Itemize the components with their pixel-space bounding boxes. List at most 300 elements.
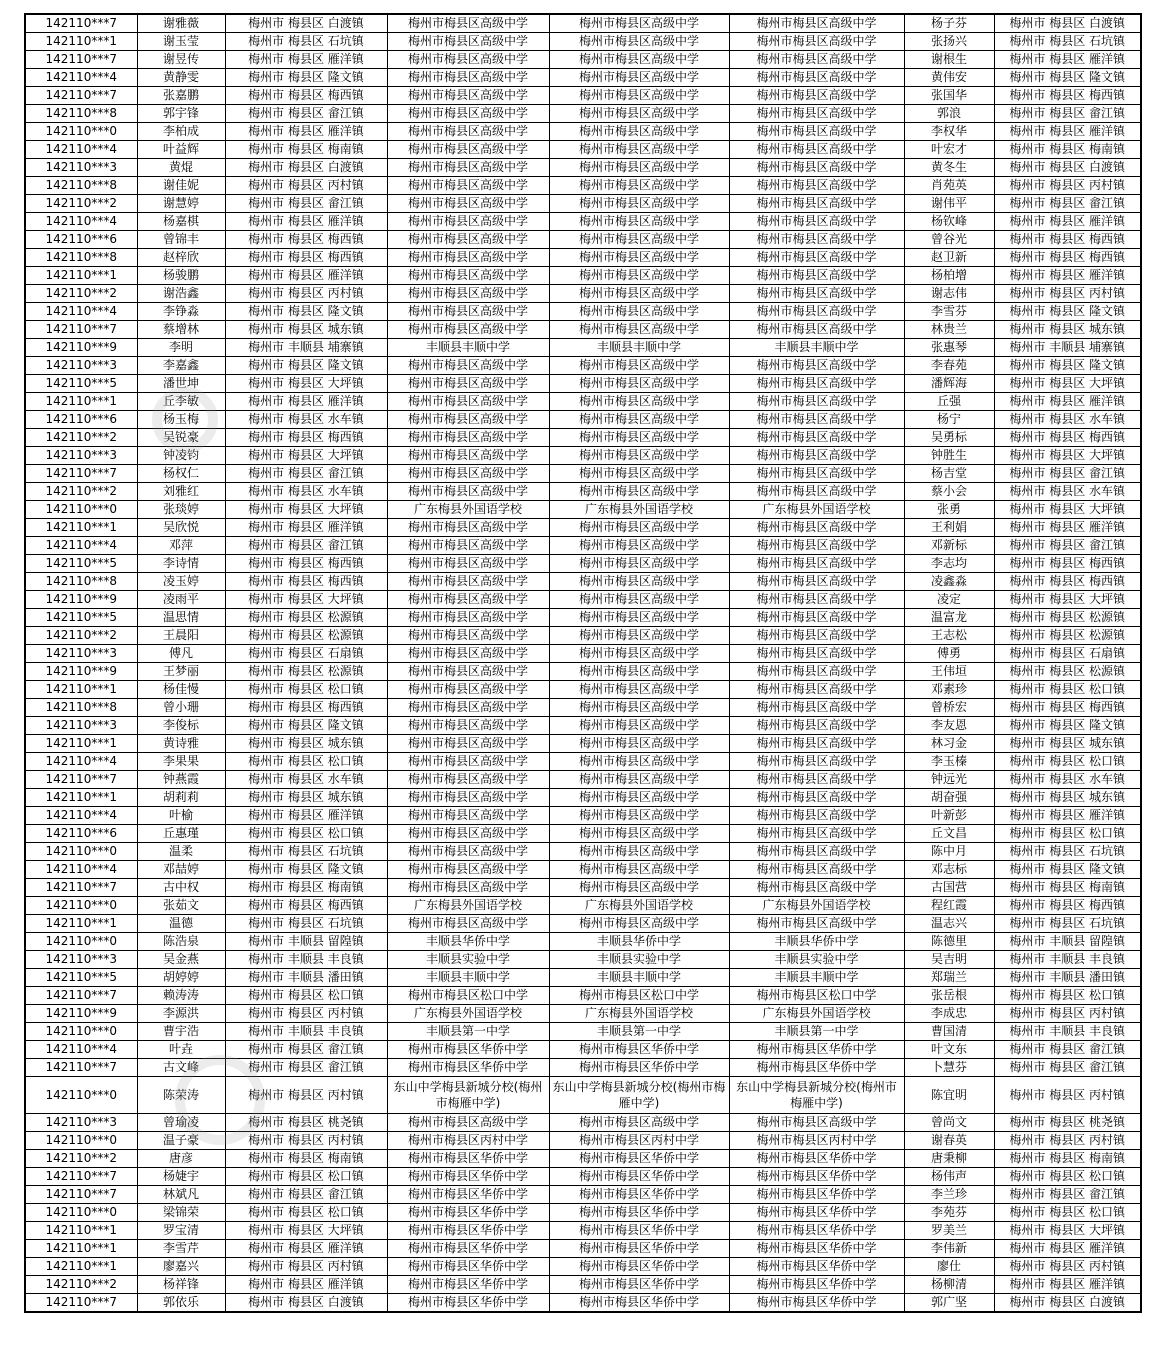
school-cell: 梅州市梅县区华侨中学 <box>387 1294 549 1313</box>
id-cell: 142110***3 <box>25 357 137 375</box>
table-row <box>25 1114 1141 1132</box>
school-cell-2: 梅州市梅县区华侨中学 <box>549 1186 729 1204</box>
school-cell-3: 梅州市梅县区高级中学 <box>729 735 904 753</box>
residence-cell: 梅州市 梅县区 松源镇 <box>225 627 387 645</box>
guardian-residence-cell: 梅州市 梅县区 雁洋镇 <box>994 123 1141 141</box>
table-row <box>25 339 1141 357</box>
guardian-name-cell: 张扬兴 <box>904 33 994 51</box>
school-cell-2: 梅州市梅县区高级中学 <box>549 717 729 735</box>
guardian-name-cell: 钟胜生 <box>904 447 994 465</box>
id-cell: 142110***0 <box>25 123 137 141</box>
guardian-residence-cell: 梅州市 梅县区 丙村镇 <box>994 177 1141 195</box>
student-name-cell: 谢佳妮 <box>137 177 225 195</box>
id-cell: 142110***2 <box>25 195 137 213</box>
school-cell-2: 梅州市梅县区高级中学 <box>549 861 729 879</box>
guardian-name-cell: 陈中月 <box>904 843 994 861</box>
id-cell: 142110***2 <box>25 285 137 303</box>
table-row <box>25 753 1141 771</box>
guardian-residence-cell: 梅州市 梅县区 松源镇 <box>994 663 1141 681</box>
school-cell-3: 梅州市梅县区丙村中学 <box>729 1132 904 1150</box>
school-cell-2: 梅州市梅县区高级中学 <box>549 843 729 861</box>
guardian-residence-cell: 梅州市 梅县区 松口镇 <box>994 1204 1141 1222</box>
school-cell-3: 梅州市梅县区高级中学 <box>729 1114 904 1132</box>
residence-cell: 梅州市 梅县区 畲江镇 <box>225 537 387 555</box>
school-cell: 梅州市梅县区高级中学 <box>387 663 549 681</box>
student-name-cell: 黄焜 <box>137 159 225 177</box>
school-cell-2: 东山中学梅县新城分校(梅州市梅雁中学) <box>549 1077 729 1114</box>
id-cell: 142110***4 <box>25 537 137 555</box>
residence-cell: 梅州市 丰顺县 丰良镇 <box>225 1023 387 1041</box>
school-cell-2: 梅州市梅县区高级中学 <box>549 69 729 87</box>
table-row <box>25 1023 1141 1041</box>
residence-cell: 梅州市 梅县区 雁洋镇 <box>225 393 387 411</box>
student-name-cell: 温德 <box>137 915 225 933</box>
school-cell-2: 梅州市梅县区高级中学 <box>549 699 729 717</box>
table-row <box>25 465 1141 483</box>
school-cell: 梅州市梅县区华侨中学 <box>387 1240 549 1258</box>
residence-cell: 梅州市 梅县区 松口镇 <box>225 1204 387 1222</box>
table-row <box>25 14 1141 33</box>
residence-cell: 梅州市 梅县区 雁洋镇 <box>225 213 387 231</box>
school-cell-2: 梅州市梅县区高级中学 <box>549 789 729 807</box>
table-row <box>25 375 1141 393</box>
school-cell-3: 丰顺县第一中学 <box>729 1023 904 1041</box>
school-cell-2: 梅州市梅县区华侨中学 <box>549 1204 729 1222</box>
school-cell-2: 梅州市梅县区高级中学 <box>549 213 729 231</box>
school-cell: 梅州市梅县区高级中学 <box>387 699 549 717</box>
residence-cell: 梅州市 梅县区 丙村镇 <box>225 1005 387 1023</box>
school-cell: 广东梅县外国语学校 <box>387 897 549 915</box>
school-cell-2: 广东梅县外国语学校 <box>549 1005 729 1023</box>
table-row <box>25 177 1141 195</box>
id-cell: 142110***7 <box>25 1168 137 1186</box>
school-cell-2: 梅州市梅县区高级中学 <box>549 609 729 627</box>
guardian-name-cell: 邓志标 <box>904 861 994 879</box>
guardian-name-cell: 李权华 <box>904 123 994 141</box>
school-cell-3: 梅州市梅县区高级中学 <box>729 69 904 87</box>
residence-cell: 梅州市 梅县区 石坑镇 <box>225 915 387 933</box>
school-cell-2: 梅州市梅县区高级中学 <box>549 51 729 69</box>
school-cell: 梅州市梅县区华侨中学 <box>387 1041 549 1059</box>
guardian-residence-cell: 梅州市 梅县区 松口镇 <box>994 825 1141 843</box>
student-name-cell: 温子豪 <box>137 1132 225 1150</box>
table-row <box>25 1186 1141 1204</box>
school-cell-2: 梅州市梅县区高级中学 <box>549 807 729 825</box>
guardian-residence-cell: 梅州市 梅县区 桃尧镇 <box>994 1114 1141 1132</box>
school-cell-3: 梅州市梅县区高级中学 <box>729 753 904 771</box>
residence-cell: 梅州市 梅县区 畲江镇 <box>225 1059 387 1077</box>
residence-cell: 梅州市 梅县区 白渡镇 <box>225 14 387 33</box>
guardian-residence-cell: 梅州市 梅县区 梅西镇 <box>994 573 1141 591</box>
school-cell: 梅州市梅县区华侨中学 <box>387 1204 549 1222</box>
student-name-cell: 温思情 <box>137 609 225 627</box>
guardian-name-cell: 李玉榛 <box>904 753 994 771</box>
residence-cell: 梅州市 梅县区 石坑镇 <box>225 843 387 861</box>
guardian-residence-cell: 梅州市 梅县区 水车镇 <box>994 771 1141 789</box>
guardian-residence-cell: 梅州市 梅县区 隆文镇 <box>994 357 1141 375</box>
school-cell-3: 梅州市梅县区高级中学 <box>729 645 904 663</box>
school-cell-3: 梅州市梅县区华侨中学 <box>729 1150 904 1168</box>
school-cell: 丰顺县第一中学 <box>387 1023 549 1041</box>
table-row <box>25 555 1141 573</box>
guardian-name-cell: 黄冬生 <box>904 159 994 177</box>
table-row <box>25 591 1141 609</box>
residence-cell: 梅州市 梅县区 松口镇 <box>225 987 387 1005</box>
id-cell: 142110***5 <box>25 555 137 573</box>
id-cell: 142110***8 <box>25 699 137 717</box>
school-cell-3: 梅州市梅县区高级中学 <box>729 519 904 537</box>
school-cell-3: 丰顺县实验中学 <box>729 951 904 969</box>
residence-cell: 梅州市 梅县区 大坪镇 <box>225 591 387 609</box>
residence-cell: 梅州市 梅县区 梅西镇 <box>225 555 387 573</box>
guardian-residence-cell: 梅州市 梅县区 雁洋镇 <box>994 1276 1141 1294</box>
guardian-name-cell: 杨宁 <box>904 411 994 429</box>
school-cell: 梅州市梅县区高级中学 <box>387 411 549 429</box>
student-name-cell: 古中权 <box>137 879 225 897</box>
id-cell: 142110***7 <box>25 14 137 33</box>
guardian-name-cell: 李兰珍 <box>904 1186 994 1204</box>
school-cell-2: 梅州市梅县区华侨中学 <box>549 1294 729 1313</box>
school-cell: 梅州市梅县区高级中学 <box>387 753 549 771</box>
school-cell-3: 梅州市梅县区高级中学 <box>729 825 904 843</box>
school-cell-3: 梅州市梅县区高级中学 <box>729 249 904 267</box>
guardian-residence-cell: 梅州市 梅县区 畲江镇 <box>994 195 1141 213</box>
guardian-residence-cell: 梅州市 梅县区 丙村镇 <box>994 285 1141 303</box>
guardian-residence-cell: 梅州市 梅县区 石坑镇 <box>994 843 1141 861</box>
guardian-name-cell: 陈德里 <box>904 933 994 951</box>
table-row <box>25 681 1141 699</box>
guardian-name-cell: 温富龙 <box>904 609 994 627</box>
school-cell: 梅州市梅县区高级中学 <box>387 879 549 897</box>
residence-cell: 梅州市 梅县区 雁洋镇 <box>225 51 387 69</box>
id-cell: 142110***2 <box>25 429 137 447</box>
residence-cell: 梅州市 梅县区 白渡镇 <box>225 1294 387 1313</box>
table-row <box>25 933 1141 951</box>
table-row <box>25 1132 1141 1150</box>
guardian-name-cell: 廖仕 <box>904 1258 994 1276</box>
guardian-residence-cell: 梅州市 梅县区 梅南镇 <box>994 879 1141 897</box>
id-cell: 142110***2 <box>25 483 137 501</box>
table-row <box>25 861 1141 879</box>
school-cell-3: 梅州市梅县区高级中学 <box>729 879 904 897</box>
school-cell-3: 梅州市梅县区高级中学 <box>729 861 904 879</box>
residence-cell: 梅州市 梅县区 城东镇 <box>225 321 387 339</box>
student-name-cell: 李诗情 <box>137 555 225 573</box>
guardian-name-cell: 郭浪 <box>904 105 994 123</box>
school-cell-2: 梅州市梅县区华侨中学 <box>549 1059 729 1077</box>
guardian-residence-cell: 梅州市 梅县区 松口镇 <box>994 987 1141 1005</box>
table-row <box>25 879 1141 897</box>
student-name-cell: 钟燕霞 <box>137 771 225 789</box>
school-cell: 梅州市梅县区高级中学 <box>387 159 549 177</box>
residence-cell: 梅州市 梅县区 隆文镇 <box>225 861 387 879</box>
student-name-cell: 唐彦 <box>137 1150 225 1168</box>
guardian-residence-cell: 梅州市 梅县区 梅南镇 <box>994 1150 1141 1168</box>
table-row <box>25 951 1141 969</box>
id-cell: 142110***3 <box>25 645 137 663</box>
school-cell: 梅州市梅县区华侨中学 <box>387 1059 549 1077</box>
student-name-cell: 张茹文 <box>137 897 225 915</box>
school-cell-3: 梅州市梅县区高级中学 <box>729 87 904 105</box>
student-name-cell: 张琰婷 <box>137 501 225 519</box>
student-name-cell: 陈浩泉 <box>137 933 225 951</box>
guardian-residence-cell: 梅州市 梅县区 梅西镇 <box>994 699 1141 717</box>
table-row <box>25 915 1141 933</box>
table-row <box>25 537 1141 555</box>
residence-cell: 梅州市 梅县区 隆文镇 <box>225 357 387 375</box>
school-cell-2: 梅州市梅县区松口中学 <box>549 987 729 1005</box>
guardian-residence-cell: 梅州市 梅县区 大坪镇 <box>994 501 1141 519</box>
school-cell-3: 梅州市梅县区高级中学 <box>729 573 904 591</box>
residence-cell: 梅州市 梅县区 雁洋镇 <box>225 1276 387 1294</box>
guardian-name-cell: 邓新标 <box>904 537 994 555</box>
school-cell: 梅州市梅县区高级中学 <box>387 915 549 933</box>
school-cell-2: 梅州市梅县区高级中学 <box>549 825 729 843</box>
residence-cell: 梅州市 梅县区 丙村镇 <box>225 1077 387 1114</box>
guardian-name-cell: 罗美兰 <box>904 1222 994 1240</box>
table-row <box>25 51 1141 69</box>
residence-cell: 梅州市 梅县区 水车镇 <box>225 411 387 429</box>
school-cell-3: 梅州市梅县区高级中学 <box>729 627 904 645</box>
id-cell: 142110***4 <box>25 213 137 231</box>
table-row <box>25 411 1141 429</box>
residence-cell: 梅州市 梅县区 梅西镇 <box>225 699 387 717</box>
table-row <box>25 303 1141 321</box>
school-cell-2: 梅州市梅县区华侨中学 <box>549 1041 729 1059</box>
table-row <box>25 141 1141 159</box>
school-cell: 梅州市梅县区高级中学 <box>387 213 549 231</box>
school-cell-2: 梅州市梅县区高级中学 <box>549 519 729 537</box>
school-cell-3: 梅州市梅县区高级中学 <box>729 393 904 411</box>
student-name-cell: 曹宇浩 <box>137 1023 225 1041</box>
residence-cell: 梅州市 梅县区 松口镇 <box>225 1168 387 1186</box>
id-cell: 142110***1 <box>25 1240 137 1258</box>
guardian-name-cell: 程红霞 <box>904 897 994 915</box>
student-name-cell: 黄静雯 <box>137 69 225 87</box>
school-cell-3: 广东梅县外国语学校 <box>729 1005 904 1023</box>
school-cell: 梅州市梅县区高级中学 <box>387 861 549 879</box>
student-name-cell: 李明 <box>137 339 225 357</box>
guardian-residence-cell: 梅州市 梅县区 畲江镇 <box>994 537 1141 555</box>
school-cell: 梅州市梅县区高级中学 <box>387 843 549 861</box>
residence-cell: 梅州市 梅县区 水车镇 <box>225 771 387 789</box>
student-list-sheet <box>24 13 1140 1313</box>
guardian-name-cell: 曹国清 <box>904 1023 994 1041</box>
guardian-name-cell: 李伟新 <box>904 1240 994 1258</box>
guardian-name-cell: 林贵兰 <box>904 321 994 339</box>
table-row <box>25 429 1141 447</box>
school-cell: 梅州市梅县区高级中学 <box>387 141 549 159</box>
student-name-cell: 李柏成 <box>137 123 225 141</box>
table-row <box>25 501 1141 519</box>
student-name-cell: 古文峰 <box>137 1059 225 1077</box>
school-cell: 丰顺县华侨中学 <box>387 933 549 951</box>
table-row <box>25 1005 1141 1023</box>
table-row <box>25 105 1141 123</box>
school-cell-3: 梅州市梅县区华侨中学 <box>729 1204 904 1222</box>
school-cell: 梅州市梅县区高级中学 <box>387 375 549 393</box>
residence-cell: 梅州市 梅县区 畲江镇 <box>225 465 387 483</box>
school-cell-3: 梅州市梅县区华侨中学 <box>729 1168 904 1186</box>
residence-cell: 梅州市 梅县区 梅西镇 <box>225 897 387 915</box>
student-name-cell: 谢昱传 <box>137 51 225 69</box>
school-cell-2: 梅州市梅县区丙村中学 <box>549 1132 729 1150</box>
id-cell: 142110***8 <box>25 249 137 267</box>
id-cell: 142110***0 <box>25 933 137 951</box>
guardian-name-cell: 张岳根 <box>904 987 994 1005</box>
id-cell: 142110***6 <box>25 231 137 249</box>
school-cell-2: 梅州市梅县区高级中学 <box>549 627 729 645</box>
guardian-name-cell: 杨吉堂 <box>904 465 994 483</box>
guardian-residence-cell: 梅州市 丰顺县 潘田镇 <box>994 969 1141 987</box>
school-cell: 梅州市梅县区高级中学 <box>387 195 549 213</box>
table-row <box>25 87 1141 105</box>
student-name-cell: 丘李敏 <box>137 393 225 411</box>
school-cell-2: 梅州市梅县区高级中学 <box>549 591 729 609</box>
school-cell-3: 梅州市梅县区高级中学 <box>729 159 904 177</box>
guardian-residence-cell: 梅州市 丰顺县 埔寨镇 <box>994 339 1141 357</box>
id-cell: 142110***0 <box>25 501 137 519</box>
table-row <box>25 123 1141 141</box>
guardian-name-cell: 王伟垣 <box>904 663 994 681</box>
school-cell-2: 梅州市梅县区高级中学 <box>549 915 729 933</box>
school-cell: 梅州市梅县区高级中学 <box>387 573 549 591</box>
student-name-cell: 陈荣涛 <box>137 1077 225 1114</box>
residence-cell: 梅州市 梅县区 白渡镇 <box>225 159 387 177</box>
guardian-residence-cell: 梅州市 梅县区 白渡镇 <box>994 1294 1141 1313</box>
guardian-name-cell: 谢志伟 <box>904 285 994 303</box>
residence-cell: 梅州市 梅县区 城东镇 <box>225 735 387 753</box>
residence-cell: 梅州市 梅县区 桃尧镇 <box>225 1114 387 1132</box>
school-cell-3: 梅州市梅县区高级中学 <box>729 303 904 321</box>
table-row <box>25 285 1141 303</box>
school-cell-3: 梅州市梅县区高级中学 <box>729 321 904 339</box>
student-name-cell: 杨玉梅 <box>137 411 225 429</box>
residence-cell: 梅州市 梅县区 大坪镇 <box>225 501 387 519</box>
table-row <box>25 1150 1141 1168</box>
guardian-residence-cell: 梅州市 梅县区 松源镇 <box>994 627 1141 645</box>
id-cell: 142110***7 <box>25 321 137 339</box>
guardian-name-cell: 蔡小会 <box>904 483 994 501</box>
guardian-residence-cell: 梅州市 梅县区 梅西镇 <box>994 897 1141 915</box>
school-cell-3: 梅州市梅县区高级中学 <box>729 681 904 699</box>
school-cell: 梅州市梅县区华侨中学 <box>387 1186 549 1204</box>
school-cell: 梅州市梅县区高级中学 <box>387 591 549 609</box>
id-cell: 142110***3 <box>25 159 137 177</box>
student-name-cell: 曾锦丰 <box>137 231 225 249</box>
school-cell: 梅州市梅县区高级中学 <box>387 555 549 573</box>
id-cell: 142110***4 <box>25 753 137 771</box>
school-cell: 梅州市梅县区高级中学 <box>387 105 549 123</box>
id-cell: 142110***3 <box>25 951 137 969</box>
id-cell: 142110***0 <box>25 843 137 861</box>
school-cell: 梅州市梅县区华侨中学 <box>387 1168 549 1186</box>
student-name-cell: 曾瑜凌 <box>137 1114 225 1132</box>
residence-cell: 梅州市 梅县区 丙村镇 <box>225 1258 387 1276</box>
school-cell-2: 丰顺县丰顺中学 <box>549 969 729 987</box>
id-cell: 142110***3 <box>25 447 137 465</box>
id-cell: 142110***4 <box>25 1041 137 1059</box>
id-cell: 142110***7 <box>25 1186 137 1204</box>
school-cell-2: 梅州市梅县区高级中学 <box>549 645 729 663</box>
guardian-residence-cell: 梅州市 丰顺县 丰良镇 <box>994 951 1141 969</box>
id-cell: 142110***7 <box>25 879 137 897</box>
id-cell: 142110***7 <box>25 987 137 1005</box>
student-name-cell: 李铮淼 <box>137 303 225 321</box>
guardian-residence-cell: 梅州市 梅县区 畲江镇 <box>994 1059 1141 1077</box>
guardian-name-cell: 郑瑞兰 <box>904 969 994 987</box>
school-cell-2: 梅州市梅县区高级中学 <box>549 771 729 789</box>
school-cell-3: 丰顺县丰顺中学 <box>729 969 904 987</box>
school-cell-3: 梅州市梅县区高级中学 <box>729 591 904 609</box>
guardian-residence-cell: 梅州市 梅县区 雁洋镇 <box>994 267 1141 285</box>
guardian-residence-cell: 梅州市 梅县区 隆文镇 <box>994 303 1141 321</box>
school-cell-3: 梅州市梅县区高级中学 <box>729 447 904 465</box>
guardian-residence-cell: 梅州市 梅县区 畲江镇 <box>994 1186 1141 1204</box>
id-cell: 142110***5 <box>25 609 137 627</box>
school-cell-3: 梅州市梅县区高级中学 <box>729 141 904 159</box>
school-cell: 梅州市梅县区高级中学 <box>387 465 549 483</box>
guardian-residence-cell: 梅州市 梅县区 畲江镇 <box>994 105 1141 123</box>
residence-cell: 梅州市 梅县区 水车镇 <box>225 483 387 501</box>
id-cell: 142110***1 <box>25 681 137 699</box>
school-cell: 梅州市梅县区高级中学 <box>387 447 549 465</box>
school-cell: 梅州市梅县区高级中学 <box>387 789 549 807</box>
school-cell-3: 梅州市梅县区高级中学 <box>729 231 904 249</box>
guardian-residence-cell: 梅州市 梅县区 白渡镇 <box>994 159 1141 177</box>
residence-cell: 梅州市 梅县区 畲江镇 <box>225 1186 387 1204</box>
school-cell-3: 梅州市梅县区高级中学 <box>729 285 904 303</box>
guardian-residence-cell: 梅州市 梅县区 松口镇 <box>994 753 1141 771</box>
table-row <box>25 699 1141 717</box>
residence-cell: 梅州市 梅县区 隆文镇 <box>225 69 387 87</box>
id-cell: 142110***5 <box>25 375 137 393</box>
residence-cell: 梅州市 梅县区 梅南镇 <box>225 141 387 159</box>
school-cell-3: 梅州市梅县区高级中学 <box>729 375 904 393</box>
school-cell: 梅州市梅县区高级中学 <box>387 609 549 627</box>
student-name-cell: 杨婕宇 <box>137 1168 225 1186</box>
id-cell: 142110***0 <box>25 1204 137 1222</box>
id-cell: 142110***1 <box>25 915 137 933</box>
school-cell: 梅州市梅县区高级中学 <box>387 231 549 249</box>
school-cell-3: 丰顺县华侨中学 <box>729 933 904 951</box>
id-cell: 142110***1 <box>25 33 137 51</box>
student-name-cell: 吴金燕 <box>137 951 225 969</box>
residence-cell: 梅州市 梅县区 梅西镇 <box>225 249 387 267</box>
school-cell-2: 梅州市梅县区高级中学 <box>549 411 729 429</box>
residence-cell: 梅州市 丰顺县 潘田镇 <box>225 969 387 987</box>
school-cell: 梅州市梅县区华侨中学 <box>387 1258 549 1276</box>
school-cell-2: 梅州市梅县区高级中学 <box>549 285 729 303</box>
guardian-name-cell: 张勇 <box>904 501 994 519</box>
school-cell-3: 梅州市梅县区高级中学 <box>729 555 904 573</box>
school-cell: 丰顺县丰顺中学 <box>387 969 549 987</box>
student-name-cell: 郭宇锋 <box>137 105 225 123</box>
guardian-residence-cell: 梅州市 梅县区 水车镇 <box>994 411 1141 429</box>
school-cell-3: 梅州市梅县区高级中学 <box>729 771 904 789</box>
guardian-name-cell: 杨钦峰 <box>904 213 994 231</box>
school-cell-3: 梅州市梅县区华侨中学 <box>729 1294 904 1313</box>
school-cell-3: 梅州市梅县区高级中学 <box>729 699 904 717</box>
guardian-residence-cell: 梅州市 梅县区 丙村镇 <box>994 1258 1141 1276</box>
student-name-cell: 梁锦荣 <box>137 1204 225 1222</box>
residence-cell: 梅州市 梅县区 石扇镇 <box>225 645 387 663</box>
school-cell-3: 梅州市梅县区高级中学 <box>729 663 904 681</box>
school-cell-2: 梅州市梅县区高级中学 <box>549 195 729 213</box>
school-cell-2: 梅州市梅县区高级中学 <box>549 177 729 195</box>
table-row <box>25 843 1141 861</box>
residence-cell: 梅州市 梅县区 梅南镇 <box>225 879 387 897</box>
